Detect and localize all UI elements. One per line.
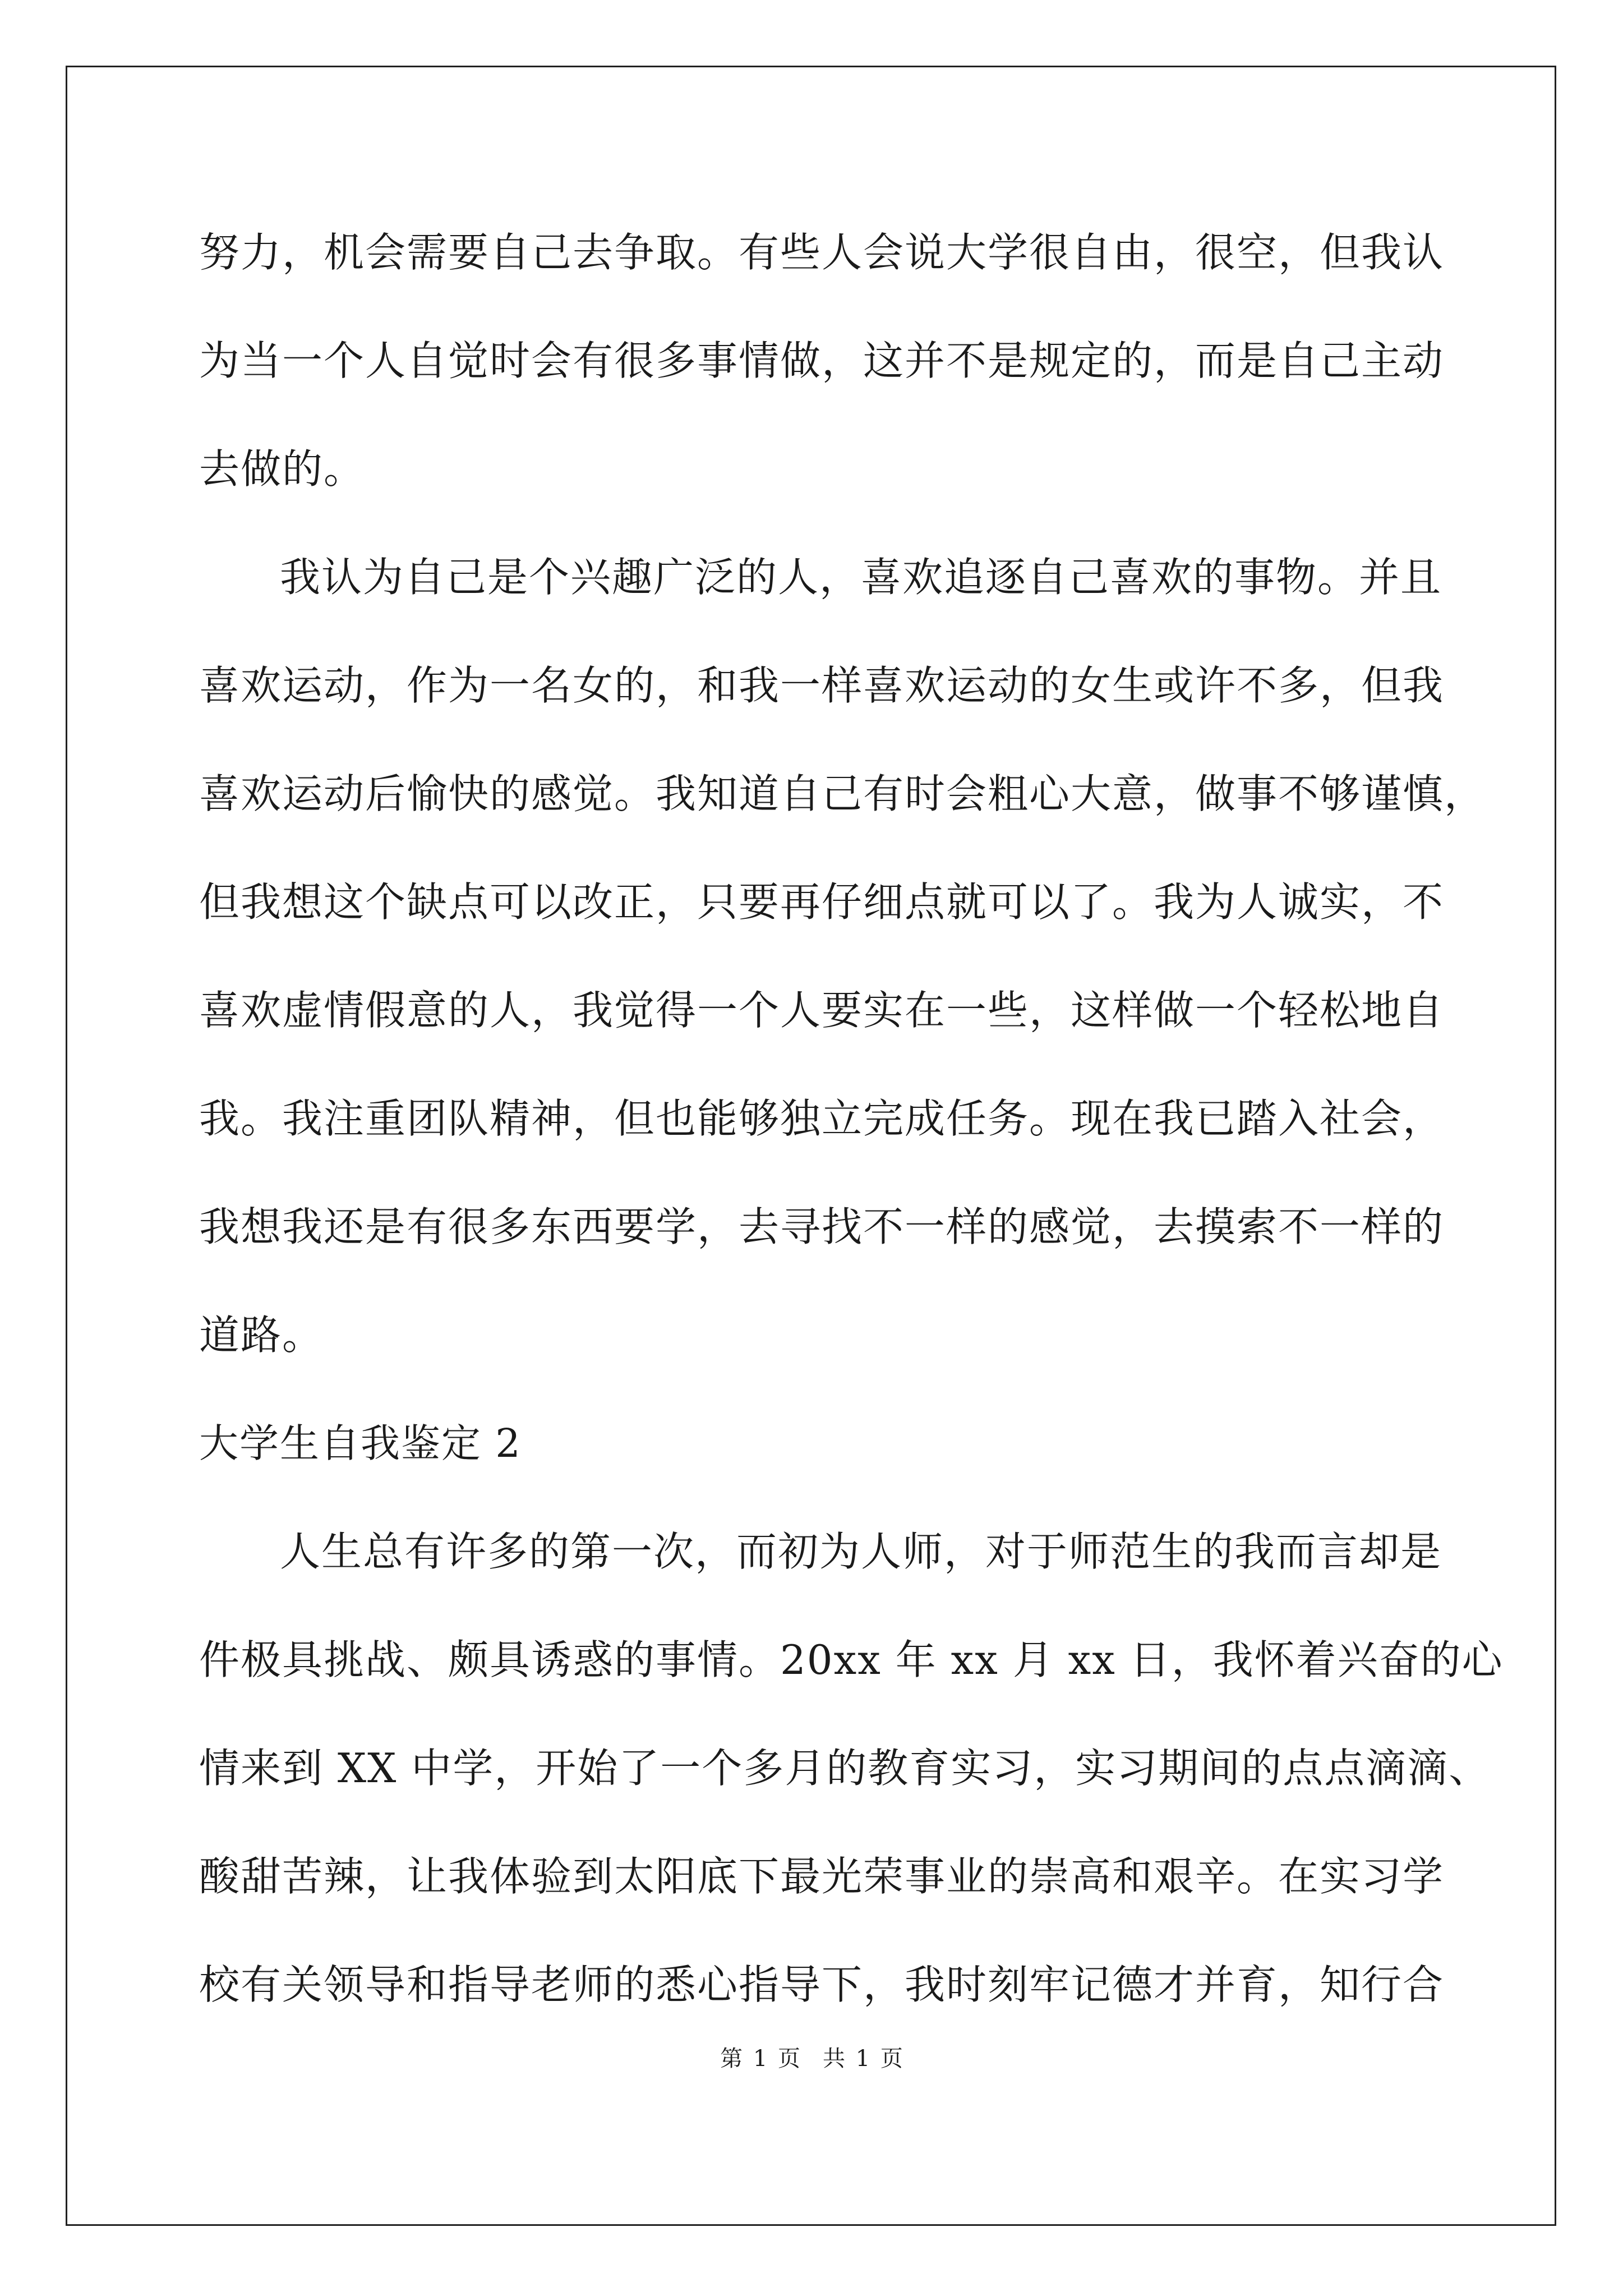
paragraph-1 <box>199 208 1445 532</box>
paragraph-line: 喜欢运动后愉快的感觉。我知道自己有时会粗心大意，做事不够谨慎， <box>199 770 1486 817</box>
paragraph-line: 为当一个人自觉时会有很多事情做，这并不是规定的，而是自己主动 <box>199 337 1445 384</box>
paragraph-line: 情来到 XX 中学，开始了一个多月的教育实习，实习期间的点点滴滴、 <box>199 1745 1491 1792</box>
paragraph-line: 件极具挑战、颇具诱惑的事情。20xx 年 xx 月 xx 日，我怀着兴奋的心 <box>199 1636 1504 1683</box>
paragraph-line: 我想我还是有很多东西要学，去寻找不一样的感觉，去摸索不一样的 <box>199 1203 1445 1250</box>
paragraph-line: 喜欢运动，作为一名女的，和我一样喜欢运动的女生或许不多，但我 <box>199 662 1445 709</box>
paragraph-3 <box>199 1507 1504 2048</box>
paragraph-line: 酸甜苦辣，让我体验到太阳底下最光荣事业的崇高和艰辛。在实习学 <box>199 1853 1445 1900</box>
paragraph-line: 校有关领导和指导老师的悉心指导下，我时刻牢记德才并育，知行合 <box>199 1961 1445 2008</box>
paragraph-line: 人生总有许多的第一次，而初为人师，对于师范生的我而言却是 <box>280 1528 1442 1575</box>
paragraph-line: 道路。 <box>199 1312 324 1359</box>
paragraph-line: 喜欢虚情假意的人，我觉得一个人要实在一些，这样做一个轻松地自 <box>199 987 1445 1034</box>
paragraph-2 <box>199 532 1486 1398</box>
paragraph-line: 努力，机会需要自己去争取。有些人会说大学很自由，很空，但我认 <box>199 229 1445 276</box>
paragraph-line: 我认为自己是个兴趣广泛的人，喜欢追逐自己喜欢的事物。并且 <box>280 554 1442 601</box>
paragraph-line: 我。我注重团队精神，但也能够独立完成任务。现在我已踏入社会， <box>199 1095 1445 1142</box>
page-number-footer: 第 1 页 共 1 页 <box>720 2046 903 2072</box>
paragraph-line: 去做的。 <box>199 445 366 493</box>
section-heading: 大学生自我鉴定 2 <box>199 1420 522 1466</box>
document-body <box>199 208 1504 2048</box>
paragraph-line: 但我想这个缺点可以改正，只要再仔细点就可以了。我为人诚实，不 <box>199 878 1445 926</box>
